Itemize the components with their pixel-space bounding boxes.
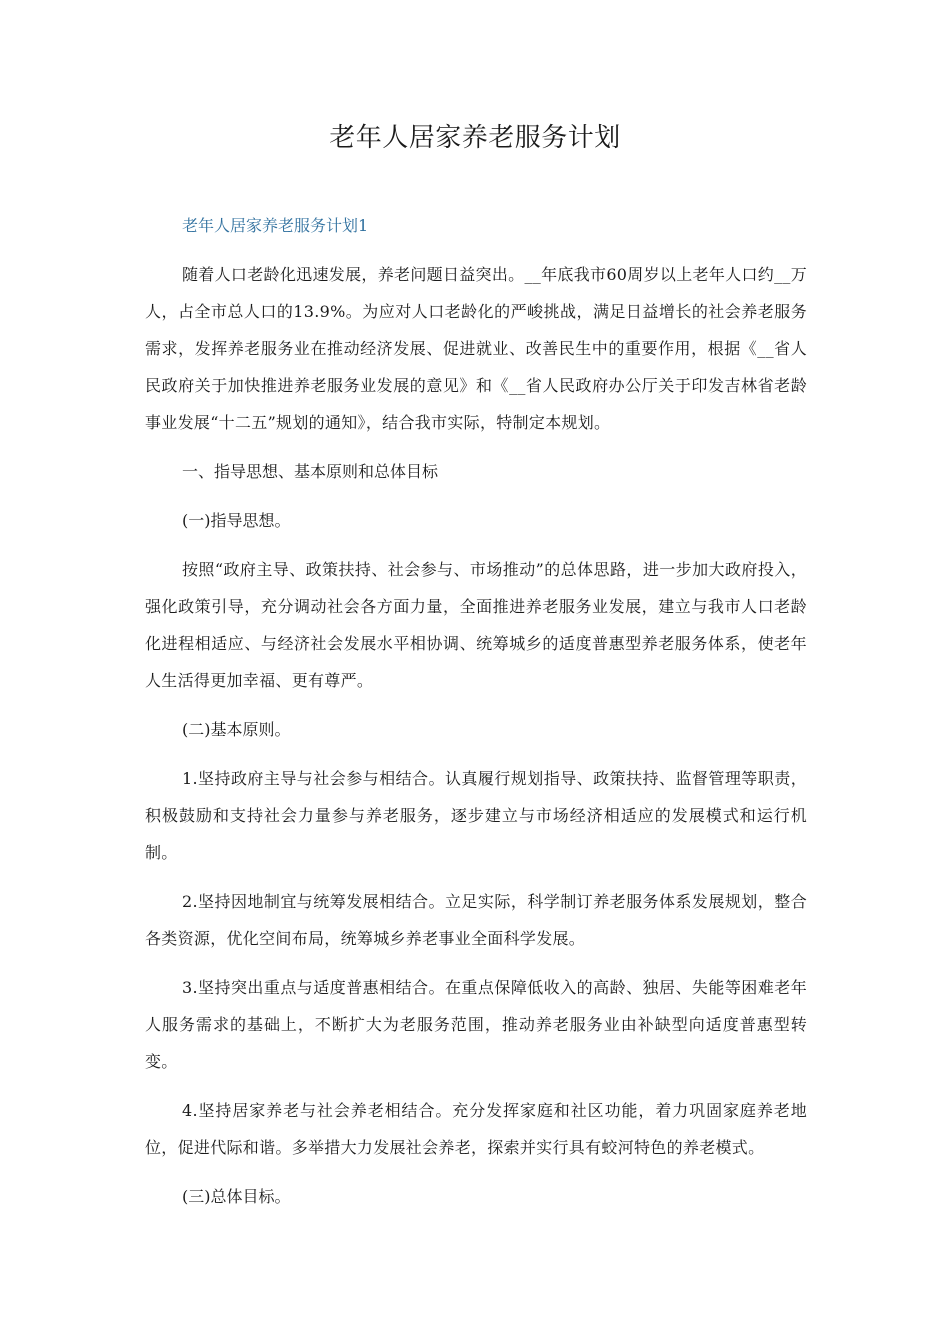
principle-paragraph-4: 4.坚持居家养老与社会养老相结合。充分发挥家庭和社区功能，着力巩固家庭养老地位，促进代际和谐。多举措大力发展社会养老，探索并实行具有蛟河特色的养老模式。 [145, 1101, 807, 1157]
intro-paragraph: 随着人口老龄化迅速发展，养老问题日益突出。__年底我市60周岁以上老年人口约__万人，占全市总人口的13.9%。为应对人口老龄化的严峻挑战，满足日益增长的社会养老服务需求，发挥养老服务业在推动经济发展、促进就业、改善民生中的重要作用，根据《__省人民政府关于加快推进养老服务业发展的意见》和《__省人民政府办公厅关于印发吉林省老龄事业发展“十二五”规划的通知》，结合我市实际，特制定本规划。 [145, 265, 807, 432]
section-heading-1: 一、指导思想、基本原则和总体目标 [182, 462, 439, 481]
principle-paragraph-1: 1.坚持政府主导与社会参与相结合。认真履行规划指导、政策扶持、监督管理等职责，积极鼓励和支持社会力量参与养老服务，逐步建立与市场经济相适应的发展模式和运行机制。 [145, 769, 807, 862]
subsection-heading-guiding-ideology: (一)指导思想。 [182, 511, 291, 530]
subsection-heading-overall-goals: (三)总体目标。 [182, 1187, 291, 1206]
section-subtitle: 老年人居家养老服务计划1 [182, 216, 369, 235]
guiding-ideology-paragraph: 按照“政府主导、政策扶持、社会参与、市场推动”的总体思路，进一步加大政府投入，强化政策引导，充分调动社会各方面力量，全面推进养老服务业发展，建立与我市人口老龄化进程相适应、与经济社会发展水平相协调、统筹城乡的适度普惠型养老服务体系，使老年人生活得更加幸福、更有尊严。 [145, 560, 807, 690]
subsection-heading-basic-principles: (二)基本原则。 [182, 720, 291, 739]
document-title: 老年人居家养老服务计划 [329, 123, 621, 153]
document-body [145, 210, 807, 1215]
principle-paragraph-2: 2.坚持因地制宜与统筹发展相结合。立足实际，科学制订养老服务体系发展规划，整合各类资源，优化空间布局，统筹城乡养老事业全面科学发展。 [145, 892, 807, 948]
principle-paragraph-3: 3.坚持突出重点与适度普惠相结合。在重点保障低收入的高龄、独居、失能等困难老年人服务需求的基础上，不断扩大为老服务范围，推动养老服务业由补缺型向适度普惠型转变。 [145, 978, 807, 1071]
